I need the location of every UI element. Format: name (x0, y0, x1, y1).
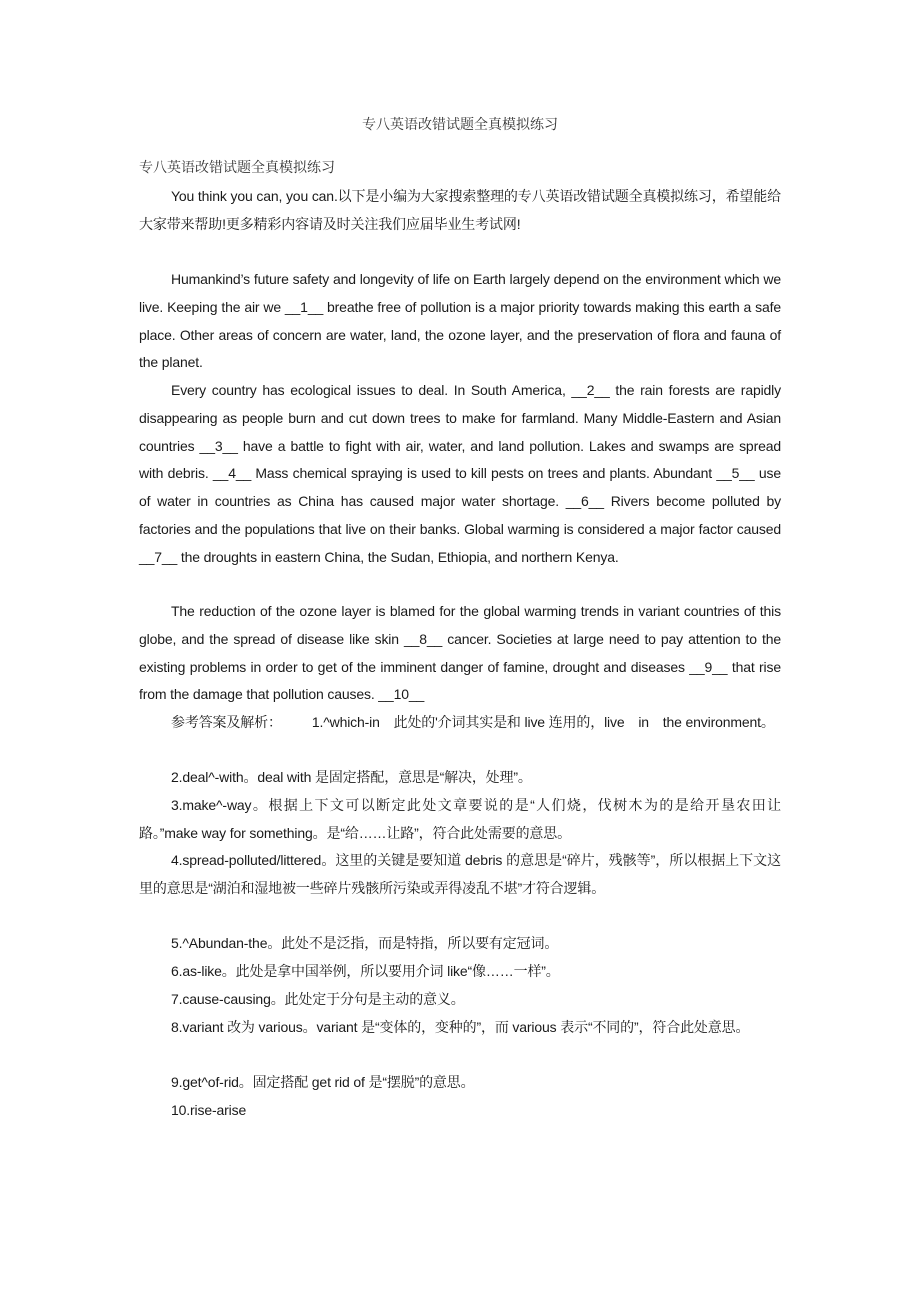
answer-5: 5.^Abundan-the。此处不是泛指，而是特指，所以要有定冠词。 (171, 935, 559, 951)
answer-9: 9.get^of-rid。固定搭配 get rid of 是“摆脱”的意思。 (171, 1074, 475, 1090)
passage-paragraph-2: Every country has ecological issues to deal. In South America, __2__ the rain forests are rapidly disappearing as people burn and cut down trees to make for farmland. Many Middle-Eastern and Asian countries __3__ have a battle to fight with air, water, and land pollution. Lakes and swamps are spread with debris. __4__ Mass chemical spraying is used to kill pests on trees and plants. Abundant __5__ use of water in countries as China has caused major water shortage. __6__ Rivers become polluted by factories and the populations that live on their banks. Global warming is considered a major factor caused __7__ the droughts in eastern China, the Sudan, Ethiopia, and northern Kenya. (139, 382, 781, 565)
passage-paragraph-1: Humankind’s future safety and longevity of life on Earth largely depend on the environment which we live. Keeping the air we __1__ breathe free of pollution is a major priority towards making this earth a safe place. Other areas of concern are water, land, the ozone layer, and the preservation of flora and fauna of the planet. (139, 271, 781, 371)
answer-2: 2.deal^-with。deal with 是固定搭配，意思是“解决，处理”。 (171, 769, 532, 785)
answer-8: 8.variant 改为 various。variant 是“变体的，变种的”，而 various 表示“不同的”，符合此处意思。 (171, 1019, 750, 1035)
answer-1-text: 1.^which-in 此处的'介词其实是和 live 连用的，live in the environment。 (311, 714, 775, 730)
intro-paragraph: You think you can, you can.以下是小编为大家搜索整理的专八英语改错试题全真模拟练习，希望能给大家带来帮助!更多精彩内容请及时关注我们应届毕业生考试网! (139, 188, 781, 232)
answer-7: 7.cause-causing。此处定于分句是主动的意义。 (171, 991, 465, 1007)
answer-1 (139, 709, 781, 737)
answer-4: 4.spread-polluted/littered。这里的关键是要知道 debris 的意思是“碎片，残骸等”，所以根据上下文这里的意思是“湖泊和湿地被一些碎片残骸所污染或弄得凌乱不堪”才符合逻辑。 (139, 852, 781, 896)
passage-paragraph-3: The reduction of the ozone layer is blamed for the global warming trends in variant countries of this globe, and the spread of disease like skin __8__ cancer. Societies at large need to pay attention to the existing problems in order to get of the imminent danger of famine, drought and diseases __9__ that rise from the damage that pollution causes. __10__ (139, 603, 781, 703)
answer-3: 3.make^-way。根据上下文可以断定此处文章要说的是“人们烧，伐树木为的是给开垦农田让路。”make way for something。是“给……让路”，符合此处需要的意思。 (139, 797, 781, 841)
document-subtitle: 专八英语改错试题全真模拟练习 (139, 160, 335, 176)
answer-6: 6.as-like。此处是拿中国举例，所以要用介词 like“像……一样”。 (171, 963, 560, 979)
answers-heading: 参考答案及解析： (171, 714, 282, 730)
document-title: 专八英语改错试题全真模拟练习 (362, 117, 558, 133)
answer-10: 10.rise-arise (171, 1102, 247, 1118)
